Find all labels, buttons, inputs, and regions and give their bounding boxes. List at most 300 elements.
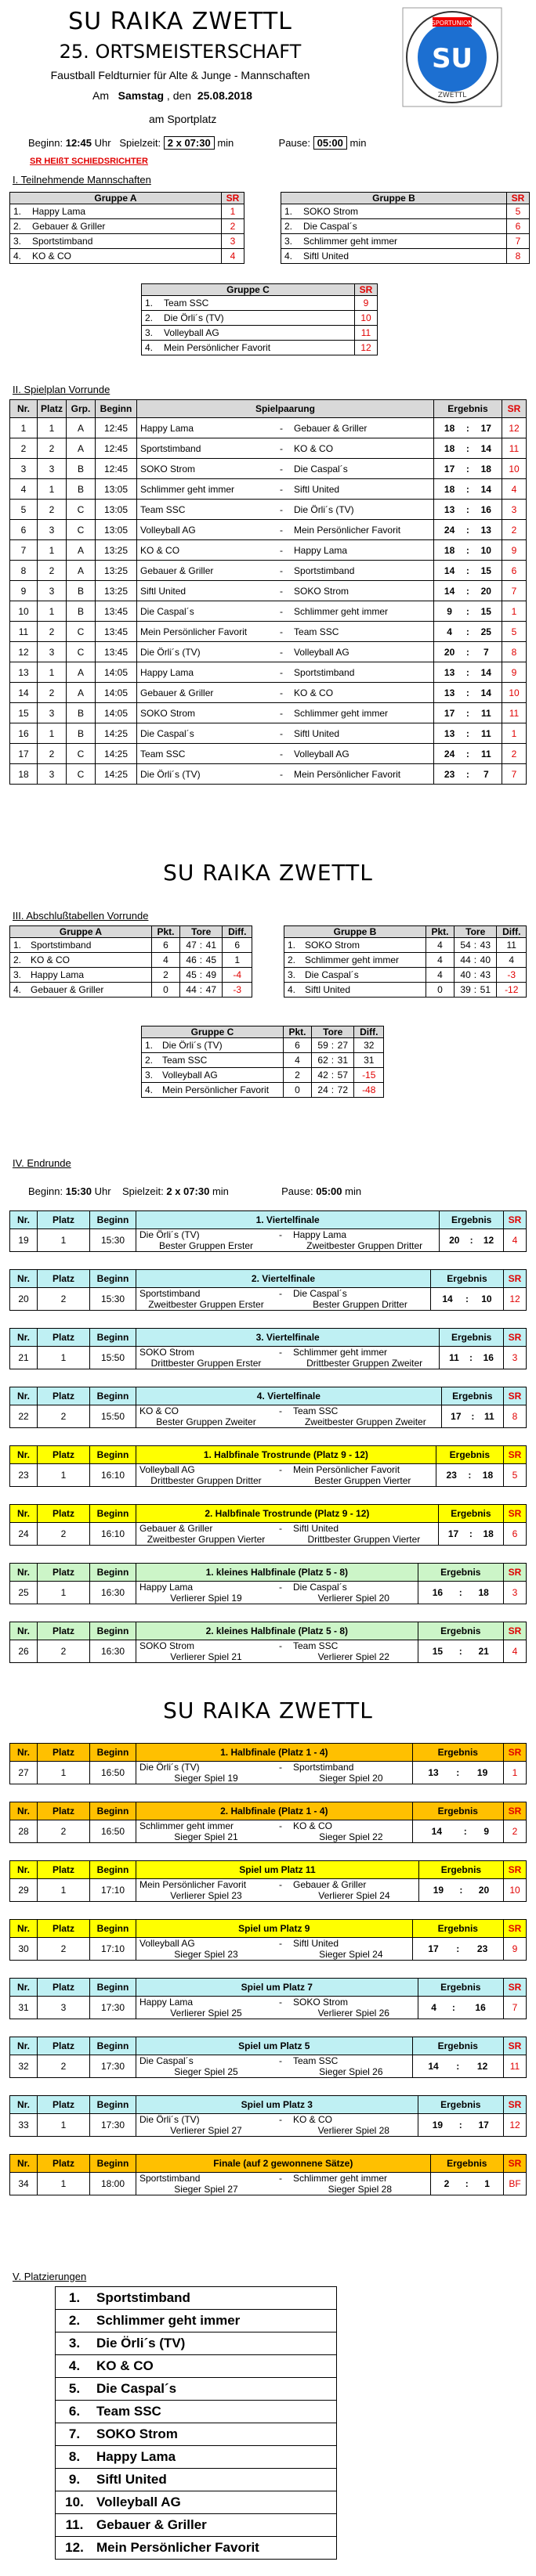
score-away: 18: [464, 1582, 503, 1604]
match-nr: 31: [10, 1997, 38, 2019]
seed-away: Sieger Spiel 26: [290, 2066, 412, 2078]
match-sr: 9: [504, 1938, 527, 1961]
team-rank: 4.: [10, 249, 30, 264]
col-result: Ergebnis: [412, 1802, 503, 1820]
match-nr: 27: [10, 1762, 38, 1784]
seed-away: Bester Gruppen Dritter: [290, 1299, 430, 1311]
score-away: 18: [473, 1464, 504, 1487]
match-nr: 30: [10, 1938, 38, 1961]
col-field: Platz: [38, 1979, 90, 1997]
team-home: SOKO Strom: [136, 1640, 277, 1652]
col-sr: SR: [504, 1446, 527, 1464]
score-away: 21: [464, 1640, 503, 1663]
score-sep: :: [465, 703, 470, 723]
team-away: Mein Persönlicher Favorit: [291, 520, 433, 540]
col-nr: Nr.: [10, 2037, 38, 2055]
final-team: Team SSC: [93, 2401, 337, 2423]
match-block: [9, 1802, 527, 1843]
svg-text:SU: SU: [431, 43, 473, 74]
goals-sep: :: [474, 953, 477, 968]
match-sr: 10: [502, 459, 527, 479]
team-row: [10, 249, 244, 264]
team-away: Schlimmer geht immer: [290, 1347, 440, 1358]
seed-away: Sieger Spiel 20: [290, 1773, 412, 1784]
col-nr: Nr.: [10, 2155, 38, 2173]
match-nr: 2: [10, 438, 38, 459]
score-home: 4: [418, 1997, 449, 2019]
seed-home: Drittbester Gruppen Dritter: [136, 1475, 277, 1487]
vs-dash: -: [276, 1405, 290, 1417]
col-time: Beginn: [90, 1270, 136, 1288]
score-home: 14: [433, 581, 465, 601]
match-time: 18:00: [90, 2173, 136, 2195]
match-nr: 5: [10, 500, 38, 520]
match-block: [9, 2095, 527, 2137]
match-sr: 4: [504, 1640, 527, 1663]
match-field: 2: [38, 2055, 90, 2078]
team-name: Volleyball AG: [161, 326, 355, 341]
seed-away: Verlierer Spiel 26: [290, 2008, 418, 2019]
team-home: Siftl United: [137, 581, 277, 601]
seed-home: Sieger Spiel 19: [136, 1773, 277, 1784]
final-rank: 11.: [56, 2514, 94, 2537]
team-row: [142, 326, 378, 341]
seed-home: Drittbester Gruppen Erster: [136, 1358, 277, 1369]
subtitle: Faustball Feldturnier für Alte & Junge - Mannschaften: [50, 69, 310, 81]
team-rank: 3.: [281, 234, 301, 249]
team-home: Gebauer & Griller: [137, 561, 277, 581]
match-time: 17:30: [90, 1997, 136, 2019]
standing-row: [142, 1053, 384, 1068]
score-home: 13: [433, 662, 465, 683]
match-sr: 5: [502, 622, 527, 642]
match-group: A: [67, 438, 96, 459]
match-nr: 26: [10, 1640, 38, 1663]
goals-header: Tore: [311, 1026, 354, 1038]
col-nr: Nr.: [10, 1622, 38, 1640]
team-name: Siftl United: [302, 983, 426, 998]
score-sep: :: [461, 1820, 469, 1843]
match-nr: 32: [10, 2055, 38, 2078]
team-away: Die Caspal´s: [290, 1288, 430, 1300]
ranking-row: [56, 2332, 337, 2355]
score-home: 17: [433, 703, 465, 723]
team-name: Volleyball AG: [159, 1068, 284, 1083]
points: 4: [284, 1053, 312, 1068]
match-time: 13:25: [96, 581, 137, 601]
team-home: Happy Lama: [136, 1997, 277, 2008]
score-home: 13: [433, 683, 465, 703]
vs-dash: -: [277, 520, 291, 540]
match-nr: 34: [10, 2173, 38, 2195]
vs-dash: -: [277, 540, 291, 561]
match-time: 15:50: [90, 1405, 136, 1428]
vs-dash: -: [276, 1464, 290, 1476]
match-group: A: [67, 683, 96, 703]
match-sr: 7: [504, 1997, 527, 2019]
match-block: [9, 1387, 527, 1428]
match-nr: 12: [10, 642, 38, 662]
seed-gap: [276, 1240, 290, 1252]
match-sr: 11: [502, 703, 527, 723]
col-sr: SR: [504, 1387, 527, 1405]
vs-dash: -: [277, 744, 291, 764]
team-home: Happy Lama: [136, 1582, 277, 1593]
group-name: Gruppe B: [281, 193, 507, 204]
match-time: 14:05: [96, 703, 137, 723]
col-sr: SR: [504, 2037, 527, 2055]
match-field: 1: [38, 601, 67, 622]
team-away: Team SSC: [290, 1405, 441, 1417]
col-nr: Nr.: [10, 1211, 38, 1229]
match-nr: 23: [10, 1464, 38, 1487]
match-sr: 10: [502, 683, 527, 703]
diff-header: Diff.: [354, 1026, 384, 1038]
team-away: Happy Lama: [290, 1229, 440, 1241]
match-field: 2: [38, 1288, 90, 1311]
match-group: B: [67, 723, 96, 744]
match-group: C: [67, 520, 96, 540]
col-sr: SR: [504, 1802, 527, 1820]
score-away: 18: [473, 1523, 503, 1546]
goals-against: 57: [335, 1068, 354, 1083]
team-away: Gebauer & Griller: [291, 418, 433, 438]
team-home: Die Caspal´s: [137, 601, 277, 622]
col-time: Beginn: [90, 1920, 136, 1938]
team-name: Mein Persönlicher Favorit: [159, 1083, 284, 1098]
standing-row: [284, 953, 527, 968]
team-away: Volleyball AG: [291, 744, 433, 764]
match-row: [10, 662, 527, 683]
seed-away: Zweitbester Gruppen Dritter: [290, 1240, 440, 1252]
score-away: 23: [462, 1938, 503, 1961]
match-group: A: [67, 662, 96, 683]
score-sep: :: [457, 1582, 464, 1604]
team-away: KO & CO: [290, 2114, 418, 2126]
sr-header: SR: [222, 193, 244, 204]
svg-text:ZWETTL: ZWETTL: [437, 92, 467, 99]
col-nr: Nr.: [10, 1920, 38, 1938]
team-home: Volleyball AG: [136, 1464, 277, 1476]
rank: 4.: [10, 983, 28, 998]
score-sep: :: [465, 723, 470, 744]
match-nr: 29: [10, 1879, 38, 1902]
score-home: 17: [441, 1405, 470, 1428]
match-row: [10, 764, 527, 785]
col-time: Beginn: [90, 1744, 136, 1762]
team-away: Siftl United: [291, 479, 433, 500]
match-field: 1: [38, 418, 67, 438]
team-sr: 9: [355, 296, 378, 311]
match-time: 13:45: [96, 642, 137, 662]
col-header: Nr.: [10, 400, 38, 418]
match-nr: 7: [10, 540, 38, 561]
goals-for: 59: [311, 1038, 331, 1053]
goals-sep: :: [200, 938, 203, 953]
score-away: 16: [474, 1347, 504, 1369]
score-away: 16: [471, 500, 502, 520]
team-name: Sportstimband: [29, 234, 222, 249]
score-sep: :: [465, 561, 470, 581]
match-nr: 21: [10, 1347, 38, 1369]
match-field: 2: [38, 744, 67, 764]
match-block: [9, 1269, 527, 1311]
team-away: Schlimmer geht immer: [291, 703, 433, 723]
match-field: 3: [38, 459, 67, 479]
col-result: Ergebnis: [412, 2037, 503, 2055]
match-row: [10, 479, 527, 500]
final-rank: 8.: [56, 2446, 94, 2469]
match-time: 14:25: [96, 744, 137, 764]
vs-dash: -: [276, 1997, 290, 2008]
match-time: 16:30: [90, 1640, 136, 1663]
points: 0: [426, 983, 455, 998]
match-title: 1. Halbfinale Trostrunde (Platz 9 - 12): [136, 1446, 436, 1464]
match-field: 1: [38, 1879, 90, 1902]
score-away: 14: [471, 683, 502, 703]
team-name: KO & CO: [27, 953, 152, 968]
col-sr: SR: [504, 2096, 527, 2114]
standing-row: [10, 983, 252, 998]
match-field: 2: [38, 1523, 90, 1546]
match-nr: 14: [10, 683, 38, 703]
col-sr: SR: [504, 1270, 527, 1288]
seed-gap: [276, 1890, 290, 1902]
goals-sep: :: [331, 1068, 335, 1083]
team-home: SOKO Strom: [137, 459, 277, 479]
match-sr: 8: [504, 1405, 527, 1428]
match-field: 1: [38, 1464, 90, 1487]
match-title: 2. kleines Halbfinale (Platz 5 - 8): [136, 1622, 418, 1640]
score-away: 13: [471, 520, 502, 540]
col-time: Beginn: [90, 1622, 136, 1640]
goal-diff: -48: [354, 1083, 384, 1098]
seed-gap: [276, 1831, 290, 1843]
goals-against: 31: [335, 1053, 354, 1068]
section-teams: I. Teilnehmende Mannschaften: [13, 174, 151, 186]
team-away: Die Caspal´s: [291, 459, 433, 479]
col-sr: SR: [504, 1861, 527, 1879]
vs-dash: -: [276, 1820, 290, 1832]
goals-against: 41: [203, 938, 223, 953]
final-team: Volleyball AG: [93, 2491, 337, 2514]
group-name: Gruppe C: [142, 284, 355, 296]
section-plan: II. Spielplan Vorrunde: [13, 384, 110, 395]
group-name: Gruppe A: [10, 926, 152, 938]
col-nr: Nr.: [10, 1802, 38, 1820]
match-row: [10, 683, 527, 703]
vs-dash: -: [277, 581, 291, 601]
seed-away: Verlierer Spiel 28: [290, 2125, 418, 2137]
diff-header: Diff.: [497, 926, 527, 938]
team-name: Die Örli´s (TV): [159, 1038, 284, 1053]
seed-home: Verlierer Spiel 27: [136, 2125, 277, 2137]
score-home: 18: [433, 418, 465, 438]
match-field: 2: [38, 500, 67, 520]
match-field: 1: [38, 2173, 90, 2195]
score-away: 14: [471, 479, 502, 500]
match-nr: 9: [10, 581, 38, 601]
score-home: 13: [433, 500, 465, 520]
match-time: 12:45: [96, 459, 137, 479]
score-sep: :: [465, 601, 470, 622]
team-home: Schlimmer geht immer: [137, 479, 277, 500]
goals-for: 24: [311, 1083, 331, 1098]
final-team: Mein Persönlicher Favorit: [93, 2537, 337, 2560]
match-sr: 6: [504, 1523, 527, 1546]
col-time: Beginn: [90, 1211, 136, 1229]
score-away: 9: [469, 1820, 503, 1843]
score-sep: :: [465, 540, 470, 561]
team-rank: 1.: [281, 204, 301, 219]
match-time: 13:25: [96, 540, 137, 561]
score-home: 14: [412, 2055, 454, 2078]
score-away: 7: [471, 642, 502, 662]
group-name: Gruppe B: [284, 926, 426, 938]
score-home: 19: [418, 1879, 458, 1902]
score-away: 16: [458, 1997, 503, 2019]
goals-for: 62: [311, 1053, 331, 1068]
match-nr: 13: [10, 662, 38, 683]
goal-diff: -12: [497, 983, 527, 998]
col-result: Ergebnis: [418, 2096, 503, 2114]
points: 0: [152, 983, 180, 998]
score-away: 25: [471, 622, 502, 642]
goals-header: Tore: [454, 926, 497, 938]
match-field: 2: [38, 1640, 90, 1663]
team-name: Team SSC: [161, 296, 355, 311]
team-name: Gebauer & Griller: [29, 219, 222, 234]
team-row: [10, 234, 244, 249]
ranking-row: [56, 2423, 337, 2446]
team-sr: 5: [507, 204, 530, 219]
team-home: KO & CO: [137, 540, 277, 561]
goals-for: 47: [179, 938, 199, 953]
score-sep: :: [465, 500, 470, 520]
match-sr: 12: [504, 2114, 527, 2137]
final-team: SOKO Strom: [93, 2423, 337, 2446]
final-rank: 2.: [56, 2310, 94, 2332]
col-header: Beginn: [96, 400, 137, 418]
points: 6: [152, 938, 180, 953]
score-sep: :: [469, 1347, 474, 1369]
seed-home: Zweitbester Gruppen Erster: [136, 1299, 277, 1311]
match-sr: 2: [504, 1820, 527, 1843]
sr-note: SR HEIßT SCHIEDSRICHTER: [30, 157, 148, 166]
score-away: 10: [470, 1288, 504, 1311]
match-group: C: [67, 642, 96, 662]
match-sr: 11: [502, 438, 527, 459]
match-block: [9, 1860, 527, 1902]
goals-sep: :: [331, 1083, 335, 1098]
score-home: 13: [412, 1762, 454, 1784]
team-sr: 6: [507, 219, 530, 234]
team-row: [281, 219, 530, 234]
team-home: Gebauer & Griller: [137, 683, 277, 703]
rank: 4.: [284, 983, 302, 998]
match-nr: 1: [10, 418, 38, 438]
final-team: Die Caspal´s: [93, 2378, 337, 2401]
seed-gap: [276, 1534, 290, 1546]
team-home: Sportstimband: [136, 2173, 277, 2185]
match-title: 1. Halbfinale (Platz 1 - 4): [136, 1744, 413, 1762]
score-away: 12: [462, 2055, 503, 2078]
final-rank: 10.: [56, 2491, 94, 2514]
final-team: Sportstimband: [93, 2287, 337, 2310]
col-result: Ergebnis: [418, 1861, 503, 1879]
team-home: Die Örli´s (TV): [137, 642, 277, 662]
team-sr: 1: [222, 204, 244, 219]
goals-for: 54: [454, 938, 473, 953]
col-field: Platz: [38, 2096, 90, 2114]
team-rank: 2.: [10, 219, 30, 234]
match-group: C: [67, 500, 96, 520]
seed-gap: [276, 1475, 290, 1487]
team-name: Schlimmer geht immer: [302, 953, 426, 968]
score-sep: :: [450, 1997, 458, 2019]
match-time: 13:05: [96, 479, 137, 500]
match-block: [9, 1210, 527, 1252]
goals-against: 43: [477, 968, 497, 983]
match-time: 17:10: [90, 1938, 136, 1961]
team-home: Volleyball AG: [136, 1938, 277, 1950]
vs-dash: -: [277, 459, 291, 479]
ranking-row: [56, 2378, 337, 2401]
score-sep: :: [465, 459, 470, 479]
team-rank: 3.: [142, 326, 161, 341]
vs-dash: -: [276, 1762, 290, 1773]
col-nr: Nr.: [10, 1861, 38, 1879]
match-sr: 3: [504, 1347, 527, 1369]
match-time: 13:45: [96, 601, 137, 622]
vs-dash: -: [277, 438, 291, 459]
team-sr: 7: [507, 234, 530, 249]
score-away: 11: [471, 744, 502, 764]
match-time: 17:30: [90, 2114, 136, 2137]
team-home: SOKO Strom: [136, 1347, 277, 1358]
seed-gap: [276, 2008, 290, 2019]
seed-home: Sieger Spiel 25: [136, 2066, 277, 2078]
match-nr: 28: [10, 1820, 38, 1843]
ranking-table: [55, 2286, 337, 2560]
match-sr: 8: [502, 642, 527, 662]
col-header: Ergebnis: [433, 400, 502, 418]
team-rank: 1.: [142, 296, 161, 311]
score-sep: :: [454, 1938, 462, 1961]
match-field: 3: [38, 581, 67, 601]
match-row: [10, 500, 527, 520]
svg-text:SPORTUNION: SPORTUNION: [431, 20, 473, 27]
club-title-2: SU RAIKA ZWETTL: [163, 860, 373, 886]
match-title: Spiel um Platz 11: [136, 1861, 419, 1879]
ranking-row: [56, 2446, 337, 2469]
match-sr: 6: [502, 561, 527, 581]
score-sep: :: [467, 1464, 473, 1487]
match-sr: 12: [504, 1288, 527, 1311]
col-header: Platz: [38, 400, 67, 418]
match-group: C: [67, 744, 96, 764]
match-field: 1: [38, 662, 67, 683]
seed-gap: [276, 1299, 290, 1311]
section-ranking: V. Platzierungen: [13, 2271, 87, 2282]
seed-away: Drittbester Gruppen Zweiter: [290, 1358, 440, 1369]
score-sep: :: [465, 520, 470, 540]
seed-home: Zweitbester Gruppen Vierter: [136, 1534, 277, 1546]
score-home: 20: [433, 642, 465, 662]
score-home: 11: [440, 1347, 469, 1369]
score-sep: :: [470, 1405, 476, 1428]
col-sr: SR: [504, 2155, 527, 2173]
